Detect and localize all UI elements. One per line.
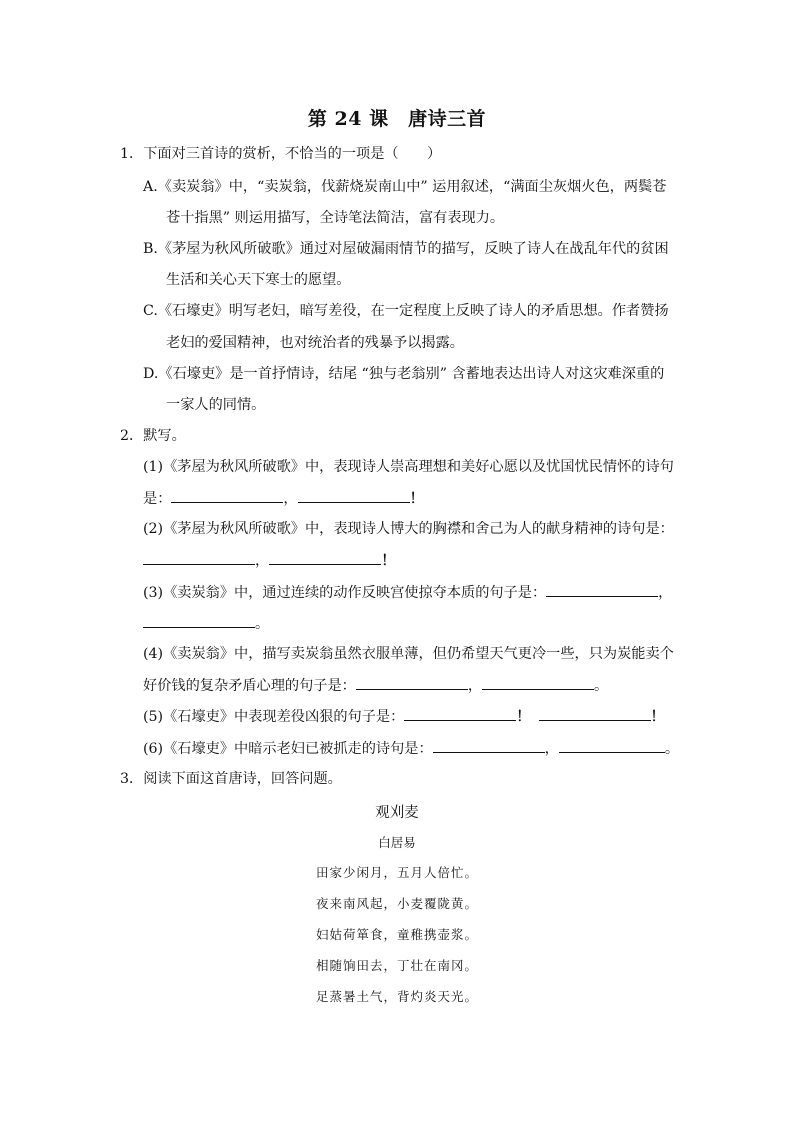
- q2-item5-line: [143, 706, 665, 727]
- lesson-title: 第 24 课 唐诗三首: [307, 108, 487, 130]
- exclamation: ！: [409, 491, 424, 507]
- q1-option-c-line1: C.《石壕吏》明写老妇，暗写差役，在一定程度上反映了诗人的矛盾思想。作者赞扬: [143, 303, 669, 319]
- exclamation: ！: [381, 553, 396, 569]
- q3-stem: 3．阅读下面这首唐诗，回答问题。: [120, 771, 342, 787]
- comma: ，: [255, 553, 270, 569]
- exclamation: ！: [516, 709, 531, 725]
- q2-item1-line1: (1)《茅屋为秋风所破歌》中，表现诗人崇高理想和美好心愿以及忧国忧民情怀的诗句: [143, 459, 674, 475]
- q2-item6-line: [143, 738, 679, 759]
- q1-option-a-line1: A.《卖炭翁》中，“卖炭翁，伐薪烧炭南山中” 运用叙述，“满面尘灰烟火色，两鬓苍: [143, 179, 667, 195]
- poem-title: 观刈麦: [375, 805, 419, 821]
- answer-blank[interactable]: [482, 675, 594, 690]
- q1-stem: 1．下面对三首诗的赏析，不恰当的一项是（ ）: [120, 146, 442, 162]
- q2-item3-line2: [143, 613, 269, 634]
- q1-option-d-line2: 一家人的同情。: [166, 397, 266, 413]
- period: 。: [594, 678, 609, 694]
- q2-item3-line1: [143, 582, 672, 603]
- q2-stem: 2．默写。: [120, 428, 186, 444]
- poem-line: 足蒸暑土气，背灼炎天光。: [315, 989, 478, 1004]
- answer-blank[interactable]: [433, 738, 545, 753]
- q1-option-d-line1: D.《石壕吏》是一首抒情诗，结尾 “独与老翁别” 含蓄地表达出诗人对这灾难深重的: [143, 366, 665, 382]
- poem-line: 夜来南风起，小麦覆陇黄。: [315, 896, 478, 911]
- q2-item1-line2: [143, 488, 424, 509]
- exclamation: ！: [650, 709, 665, 725]
- poem-line: 相随饷田去，丁壮在南冈。: [315, 958, 478, 973]
- q1-option-a-line2: 苍十指黑” 则运用描写，全诗笔法简洁，富有表现力。: [166, 210, 505, 226]
- answer-blank[interactable]: [559, 738, 665, 753]
- answer-blank[interactable]: [269, 550, 381, 565]
- answer-blank[interactable]: [356, 675, 468, 690]
- answer-blank[interactable]: [404, 706, 516, 721]
- answer-blank[interactable]: [143, 550, 255, 565]
- q2-item2-line1: (2)《茅屋为秋风所破歌》中，表现诗人博大的胸襟和舍己为人的献身精神的诗句是：: [143, 521, 674, 537]
- comma: ，: [658, 585, 673, 601]
- q1-option-c-line2: 老妇的爱国精神，也对统治者的残暴予以揭露。: [166, 335, 464, 351]
- q1-option-b-line2: 生活和关心天下寒士的愿望。: [166, 272, 351, 288]
- poem-line: 妇姑荷箪食，童稚携壶浆。: [315, 927, 478, 942]
- answer-blank[interactable]: [539, 706, 651, 721]
- answer-blank[interactable]: [143, 613, 255, 628]
- q2-item6-text: (6)《石壕吏》中暗示老妇已被抓走的诗句是：: [143, 741, 433, 757]
- q1-option-b-line1: B.《茅屋为秋风所破歌》通过对屋破漏雨情节的描写，反映了诗人在战乱年代的贫困: [143, 241, 669, 257]
- q2-item4-prefix: 好价钱的复杂矛盾心理的句子是：: [143, 678, 356, 694]
- comma: ，: [544, 741, 559, 757]
- period: 。: [664, 741, 680, 757]
- q2-item4-line2: [143, 675, 608, 696]
- q2-item5-text: (5)《石壕吏》中表现差役凶狠的句子是：: [143, 709, 405, 725]
- poem-line: 田家少闲月，五月人倍忙。: [315, 865, 478, 880]
- comma: ，: [283, 491, 298, 507]
- answer-blank[interactable]: [298, 488, 410, 503]
- q2-item4-line1: (4)《卖炭翁》中，描写卖炭翁虽然衣服单薄，但仍希望天气更冷一些，只为炭能卖个: [143, 646, 674, 662]
- period: 。: [255, 616, 270, 632]
- comma: ，: [467, 678, 483, 694]
- answer-blank[interactable]: [546, 582, 658, 597]
- answer-blank[interactable]: [171, 488, 283, 503]
- q2-item1-prefix: 是：: [143, 491, 172, 507]
- q2-item2-line2: [143, 550, 395, 571]
- q2-item3-text: (3)《卖炭翁》中，通过连续的动作反映宫使掠夺本质的句子是：: [143, 585, 547, 601]
- poem-author: 白居易: [378, 835, 416, 850]
